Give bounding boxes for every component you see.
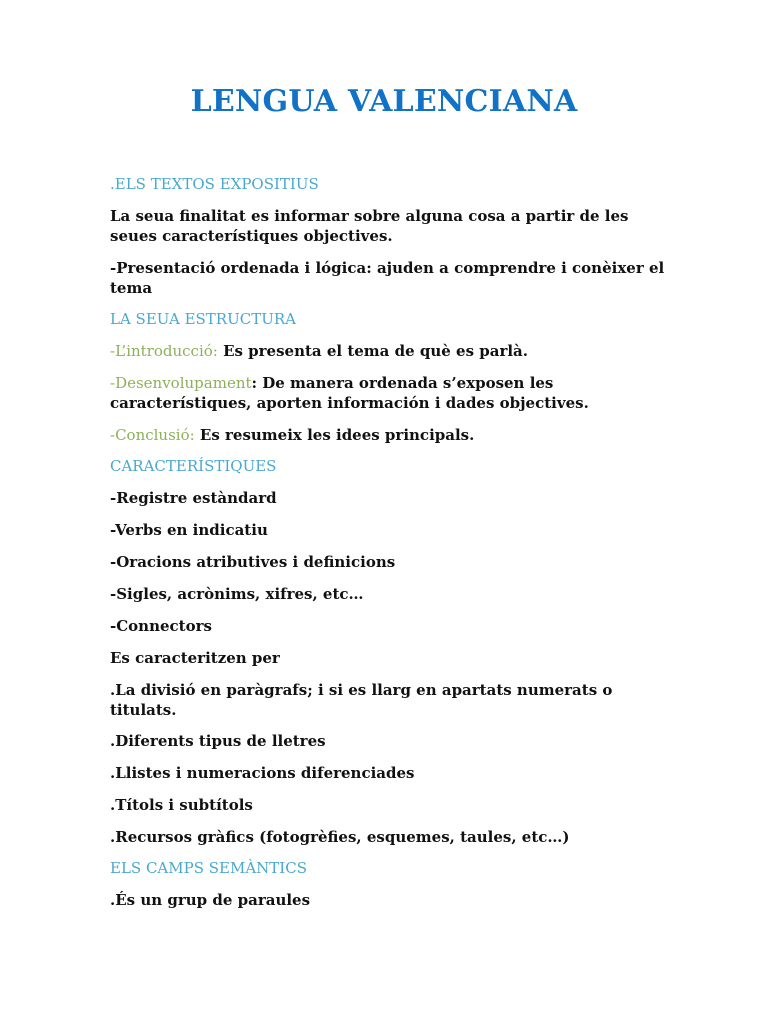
list-item: .Recursos gràfics (fotogrèfies, esquemes, taules, etc…) [110, 828, 570, 846]
paragraph-presentacio: -Presentació ordenada i lógica: ajuden a comprendre i conèixer el tema [110, 259, 665, 297]
list-item: .Títols i subtítols [110, 796, 253, 814]
list-item: -Registre estàndard [110, 489, 277, 507]
structure-item-label: -Desenvolupament [110, 374, 252, 392]
structure-item-label: -L’introducció: [110, 342, 218, 360]
section-heading-expositius: .ELS TEXTOS EXPOSITIUS [110, 175, 319, 193]
paragraph-finalitat: La seua finalitat es informar sobre alguna cosa a partir de les seues característiques objectives. [110, 207, 629, 245]
paragraph-caracteritzen: Es caracteritzen per [110, 649, 280, 667]
section-heading-caracteristiques: CARACTERÍSTIQUES [110, 457, 277, 475]
structure-item-text: Es presenta el tema de què es parlà. [217, 342, 528, 360]
list-item: .Llistes i numeracions diferenciades [110, 764, 415, 782]
list-item: .Diferents tipus de lletres [110, 732, 326, 750]
list-item: -Connectors [110, 617, 212, 635]
structure-item-text: Es resumeix les idees principals. [194, 426, 475, 444]
section-heading-camps: ELS CAMPS SEMÀNTICS [110, 859, 307, 877]
structure-item-conclusio [110, 425, 670, 445]
structure-item-text: : De manera ordenada s’exposen les característiques, aporten información i dades objectives. [110, 374, 589, 412]
structure-item-label: -Conclusió: [110, 426, 195, 444]
list-item: -Verbs en indicatiu [110, 521, 268, 539]
structure-item-desenvolupament [110, 373, 670, 413]
paragraph-camps: .És un grup de paraules [110, 891, 311, 909]
list-item: -Oracions atributives i definicions [110, 553, 396, 571]
section-heading-estructura: LA SEUA ESTRUCTURA [110, 310, 296, 328]
list-item: -Sigles, acrònims, xifres, etc… [110, 585, 364, 603]
page-title: LENGUA VALENCIANA [190, 84, 578, 119]
structure-item-introduccio [110, 341, 670, 361]
list-item: .La divisió en paràgrafs; i si es llarg en apartats numerats o titulats. [110, 681, 613, 719]
